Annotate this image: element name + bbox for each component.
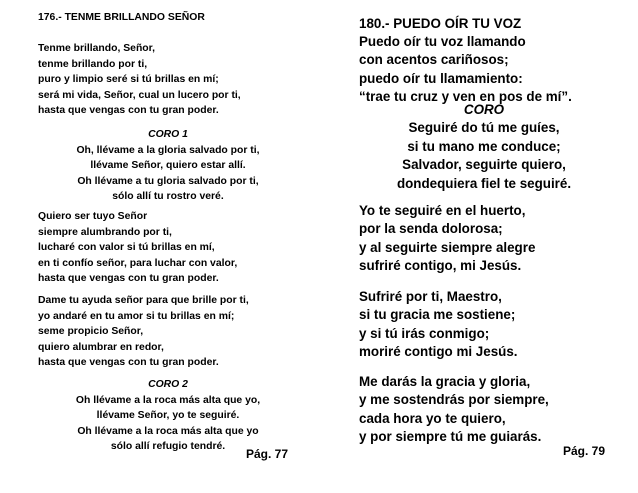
hymn-176-title-block <box>38 10 298 26</box>
chorus-line: Oh llévame a tu gloria salvado por ti, <box>77 175 259 187</box>
verse-line: en ti confío señor, para luchar con valor, <box>38 257 238 269</box>
hymn-180-title-block <box>359 15 609 33</box>
hymn-180-title: 180.- PUEDO OÍR TU VOZ <box>359 16 522 31</box>
verse-line: Dame tu ayuda señor para que brille por ti, <box>38 295 249 306</box>
verse-line: Quiero ser tuyo Señor <box>38 211 148 222</box>
verse-line: sufriré contigo, mi Jesús. <box>359 258 522 274</box>
chorus-line: Oh llévame a la roca más alta que yo <box>77 425 259 437</box>
verse-line: y si tú irás conmigo; <box>359 325 490 341</box>
verse-line: puedo oír tu llamamiento: <box>359 70 523 86</box>
verse-line: Tenme brillando, Señor, <box>38 43 156 54</box>
chorus-line: Oh, llévame a la gloria salvado por ti, <box>76 144 260 156</box>
verse-line: puro y limpio seré si tú brillas en mí; <box>38 74 219 86</box>
verse-line: con acentos cariñosos; <box>359 52 509 68</box>
coro-1-heading: CORO 1 <box>148 129 188 140</box>
chorus-line: Salvador, seguirte quiero, <box>402 157 566 173</box>
hymn-180-stanza-2 <box>359 202 609 276</box>
coro-2-heading: CORO 2 <box>148 379 188 390</box>
verse-line: y por siempre tú me guiarás. <box>359 429 542 445</box>
chorus-line: si tu mano me conduce; <box>407 138 561 154</box>
hymn-176-coro-1 <box>38 127 298 205</box>
hymn-180-coro <box>359 101 609 193</box>
verse-line: hasta que vengas con tu gran poder. <box>38 273 219 285</box>
verse-line: seme propicio Señor, <box>38 326 144 338</box>
right-page <box>319 0 638 493</box>
hymn-180-stanza-4 <box>359 373 609 447</box>
chorus-line: llévame Señor, quiero estar allí. <box>90 160 246 172</box>
verse-line: y me sostendrás por siempre, <box>359 392 549 408</box>
verse-line: quiero alumbrar en redor, <box>38 341 164 353</box>
verse-line: yo andaré en tu amor si tu brillas en mí; <box>38 310 235 322</box>
hymn-176-coro-2 <box>38 377 298 455</box>
chorus-line: dondequiera fiel te seguiré. <box>396 175 572 191</box>
chorus-line: Seguiré do tú me guíes, <box>408 120 560 136</box>
verse-line: cada hora yo te quiero, <box>359 410 506 426</box>
coro-heading: CORO <box>463 102 505 117</box>
hymn-180-stanza-3 <box>359 288 609 362</box>
hymn-180-stanza-1 <box>359 33 609 107</box>
hymn-176-stanza-3 <box>38 293 298 371</box>
verse-line: y al seguirte siempre alegre <box>359 239 536 255</box>
chorus-line: sólo allí refugio tendré. <box>110 441 226 453</box>
page-number-79: Pág. 79 <box>563 444 606 458</box>
chorus-line: sólo allí tu rostro veré. <box>112 191 224 203</box>
verse-line: Puedo oír tu voz llamando <box>359 34 526 49</box>
verse-line: Yo te seguiré en el huerto, <box>359 203 526 218</box>
page-number-77: Pág. 77 <box>246 447 289 461</box>
verse-line: Me darás la gracia y gloria, <box>359 374 531 389</box>
hymn-176-title: 176.- TENME BRILLANDO SEÑOR <box>38 12 205 23</box>
verse-line: siempre alumbrando por ti, <box>38 226 172 238</box>
verse-line: “trae tu cruz y ven en pos de mí”. <box>359 89 572 105</box>
chorus-line: Oh llévame a la roca más alta que yo, <box>75 394 261 406</box>
verse-line: por la senda dolorosa; <box>359 221 503 237</box>
verse-line: hasta que vengas con tu gran poder. <box>38 357 219 369</box>
hymn-176-stanza-2 <box>38 209 298 287</box>
verse-line: tenme brillando por ti, <box>38 58 148 70</box>
verse-line: moriré contigo mi Jesús. <box>359 344 518 360</box>
verse-line: será mi vida, Señor, cual un lucero por ti, <box>38 89 241 101</box>
verse-line: si tu gracia me sostiene; <box>359 307 516 323</box>
verse-line: Sufriré por ti, Maestro, <box>359 289 502 304</box>
verse-line: lucharé con valor si tú brillas en mí, <box>38 242 215 254</box>
hymn-176-stanza-1 <box>38 41 298 119</box>
chorus-line: llévame Señor, yo te seguiré. <box>96 410 240 422</box>
verse-line: hasta que vengas con tu gran poder. <box>38 105 219 117</box>
